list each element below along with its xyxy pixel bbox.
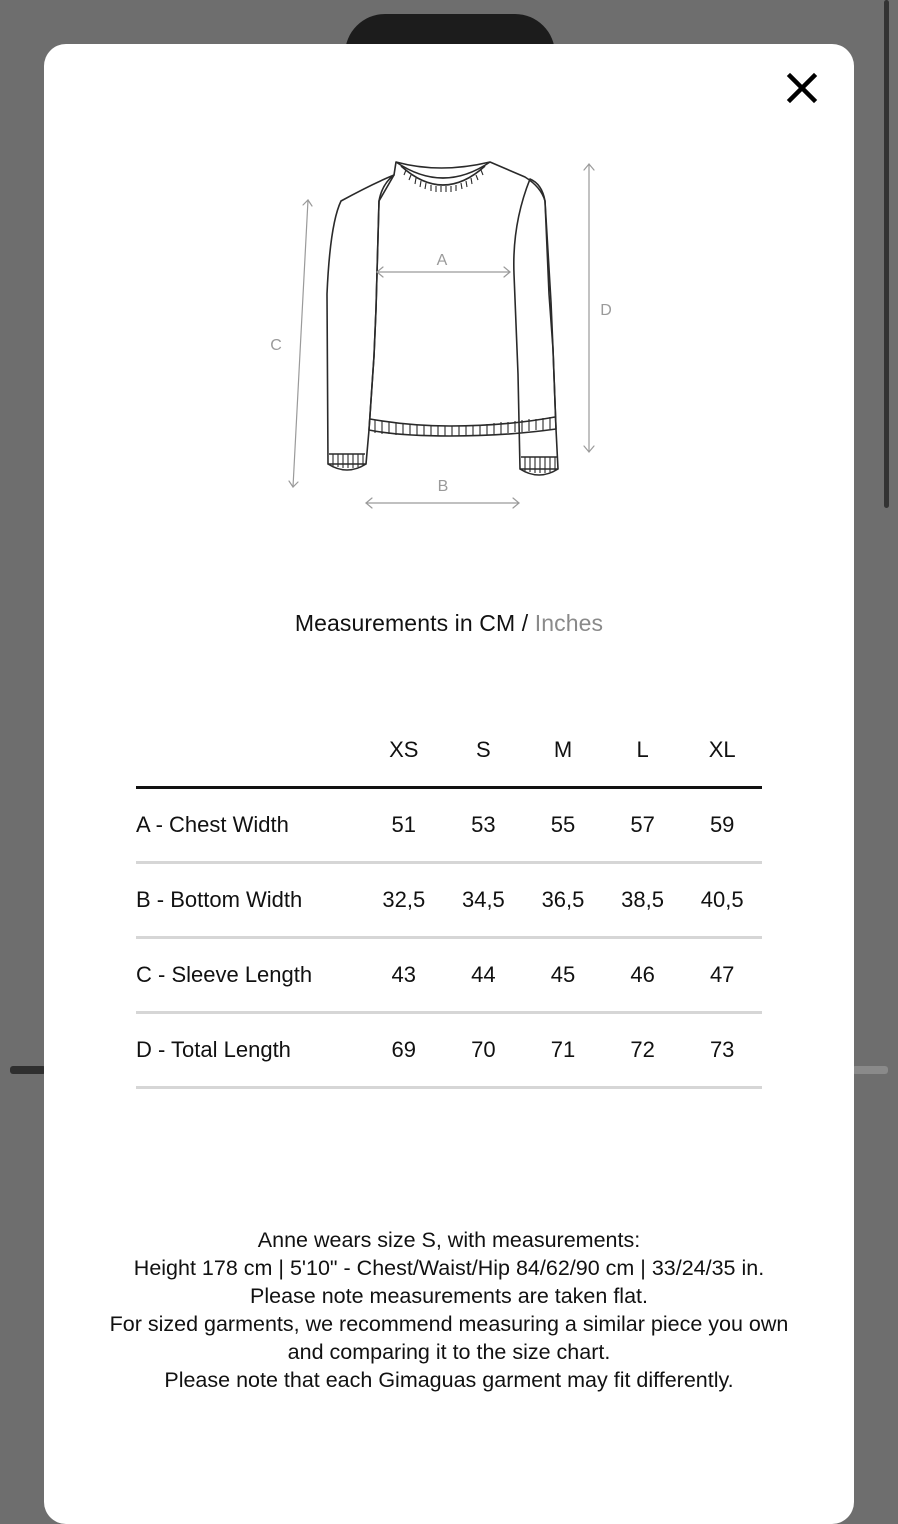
table-cell: 70	[444, 1013, 524, 1088]
table-row-sleeve-length	[136, 938, 762, 1013]
size-guide-dialog	[44, 44, 854, 1524]
size-header-l: L	[603, 714, 683, 788]
unit-toggle-cm[interactable]: CM	[479, 610, 516, 636]
table-row-chest-width	[136, 788, 762, 863]
table-cell: 36,5	[523, 863, 603, 938]
size-chart-table	[136, 714, 762, 1089]
row-label: A - Chest Width	[136, 788, 364, 863]
unit-toggle-inches[interactable]: Inches	[534, 610, 604, 636]
table-cell: 71	[523, 1013, 603, 1088]
table-cell: 38,5	[603, 863, 683, 938]
page-scrollbar[interactable]	[884, 0, 889, 508]
table-row-total-length	[136, 1013, 762, 1088]
note-line: Please note measurements are taken flat.	[250, 1284, 648, 1308]
table-cell: 34,5	[444, 863, 524, 938]
diagram-label-b: B	[437, 478, 449, 495]
table-cell: 46	[603, 938, 683, 1013]
table-cell: 73	[682, 1013, 762, 1088]
note-line: Height 178 cm | 5'10" - Chest/Waist/Hip 84/62/90 cm | 33/24/35 in.	[133, 1256, 765, 1280]
size-header-s: S	[444, 714, 524, 788]
table-cell: 40,5	[682, 863, 762, 938]
unit-separator: /	[521, 610, 529, 636]
table-cell: 53	[444, 788, 524, 863]
table-cell: 57	[603, 788, 683, 863]
table-cell: 69	[364, 1013, 444, 1088]
table-cell: 55	[523, 788, 603, 863]
sweater-measurement-diagram	[44, 44, 854, 524]
measurement-unit-heading	[44, 610, 854, 637]
table-cell: 59	[682, 788, 762, 863]
row-label: D - Total Length	[136, 1013, 364, 1088]
table-cell: 32,5	[364, 863, 444, 938]
table-row-bottom-width	[136, 863, 762, 938]
diagram-label-d: D	[600, 302, 612, 319]
background-element	[852, 1066, 888, 1074]
row-label: B - Bottom Width	[136, 863, 364, 938]
note-line: Please note that each Gimaguas garment may fit differently.	[164, 1368, 734, 1392]
table-cell: 44	[444, 938, 524, 1013]
size-header-row	[136, 714, 762, 788]
table-cell: 43	[364, 938, 444, 1013]
note-line: For sized garments, we recommend measuring a similar piece you own and comparing it to the size chart.	[109, 1312, 789, 1364]
model-fit-note	[104, 1226, 794, 1394]
table-cell: 47	[682, 938, 762, 1013]
diagram-label-a: A	[436, 252, 448, 269]
table-cell: 51	[364, 788, 444, 863]
row-label: C - Sleeve Length	[136, 938, 364, 1013]
table-cell: 45	[523, 938, 603, 1013]
background-element	[10, 1066, 46, 1074]
heading-prefix: Measurements in	[294, 610, 473, 636]
diagram-label-c: C	[270, 337, 282, 354]
size-header-xs: XS	[364, 714, 444, 788]
note-line: Anne wears size S, with measurements:	[257, 1228, 641, 1252]
size-header-m: M	[523, 714, 603, 788]
header-blank-cell	[136, 714, 364, 788]
table-cell: 72	[603, 1013, 683, 1088]
size-header-xl: XL	[682, 714, 762, 788]
